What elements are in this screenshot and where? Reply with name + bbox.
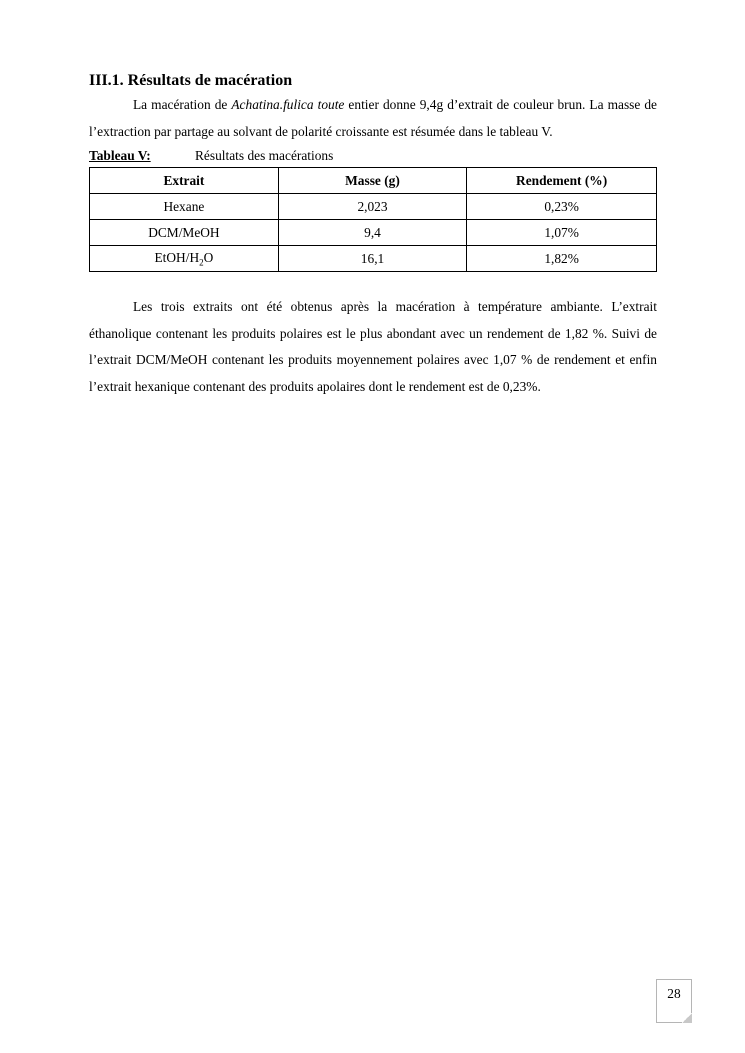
species-name: Achatina.fulica toute <box>231 97 345 112</box>
cell-masse: 9,4 <box>278 220 466 246</box>
spacer <box>89 272 657 294</box>
results-table <box>89 167 657 272</box>
intro-text-end: entier donne 9,4g d’extrait de couleur brun. La masse de l’extraction par partage au solvant de polarité croissante est résumée dans le tableau V. <box>89 97 657 139</box>
cell-masse: 16,1 <box>278 246 466 272</box>
cell-extrait-subscript: 2 <box>199 257 204 268</box>
table-row <box>90 246 657 272</box>
header-rendement: Rendement (%) <box>467 168 657 194</box>
cell-extrait-main: EtOH/H <box>154 249 200 265</box>
cell-rendement: 1,07% <box>467 220 657 246</box>
cell-extrait <box>90 246 279 272</box>
cell-extrait: DCM/MeOH <box>90 220 279 246</box>
page-curl-icon <box>682 1013 692 1023</box>
cell-extrait-suffix: O <box>203 249 214 265</box>
header-masse: Masse (g) <box>278 168 466 194</box>
table-caption-title: Résultats des macérations <box>195 148 334 163</box>
table-header-row <box>90 168 657 194</box>
table-caption-label: Tableau V: <box>89 148 151 163</box>
intro-text-start: La macération de <box>133 97 232 112</box>
cell-rendement: 0,23% <box>467 194 657 220</box>
cell-extrait: Hexane <box>90 194 279 220</box>
page-number: 28 <box>667 986 681 1001</box>
document-page <box>89 70 657 400</box>
cell-masse: 2,023 <box>278 194 466 220</box>
intro-paragraph <box>89 92 657 145</box>
table-row <box>90 194 657 220</box>
cell-rendement: 1,82% <box>467 246 657 272</box>
section-heading: III.1. Résultats de macération <box>89 72 293 89</box>
page-number-box <box>656 979 692 1023</box>
table-caption <box>89 145 657 167</box>
conclusion-paragraph: Les trois extraits ont été obtenus après la macération à température ambiante. L’extrait éthanolique contenant les produits polaires est le plus abondant avec un rendement de 1,82 %. Suivi de l’extrait DCM/MeOH contenant les produits moyennement polaires avec 1,07 % de rendement et enfin l’extrait hexanique contenant des produits apolaires dont le rendement est de 0,23%. <box>89 299 657 394</box>
header-extrait: Extrait <box>90 168 279 194</box>
table-row <box>90 220 657 246</box>
